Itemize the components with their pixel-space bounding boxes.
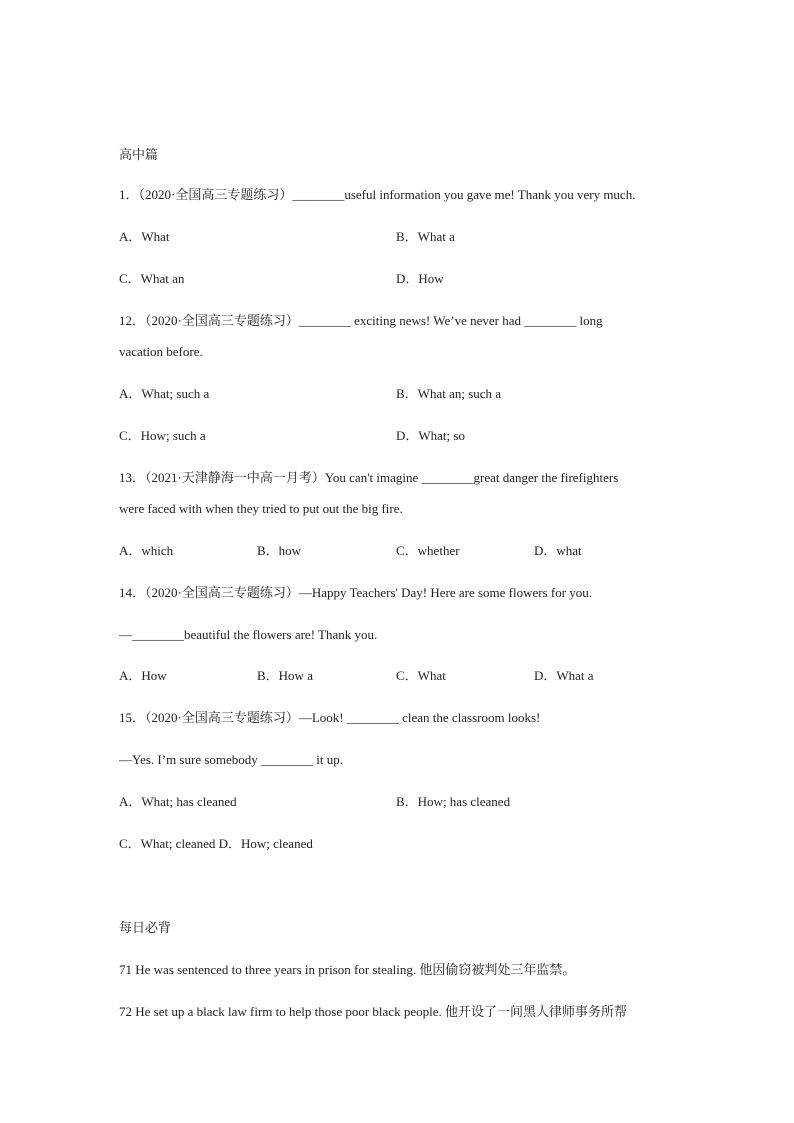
question-1-option-d: D．How bbox=[396, 271, 444, 286]
question-14-stem-line2: —________beautiful the flowers are! Thank you. bbox=[119, 627, 378, 642]
question-14-stem-line1: 14．（2020·全国高三专题练习）—Happy Teachers' Day! Here are some flowers for you. bbox=[119, 585, 593, 600]
question-1-option-c: C．What an bbox=[119, 271, 185, 286]
question-13-option-b: B．how bbox=[257, 543, 302, 558]
question-1-option-a: A．What bbox=[119, 229, 170, 244]
question-13-option-d: D．what bbox=[534, 543, 582, 558]
question-14-option-b: B．How a bbox=[257, 668, 313, 683]
question-14-option-c: C．What bbox=[396, 668, 446, 683]
question-15-stem-line2: —Yes. I’m sure somebody ________ it up. bbox=[119, 752, 344, 767]
question-13-option-c: C．whether bbox=[396, 543, 460, 558]
question-12-option-a: A．What; such a bbox=[119, 386, 210, 401]
question-15-stem-line1: 15．（2020·全国高三专题练习）—Look! ________ clean the classroom looks! bbox=[119, 710, 541, 725]
daily-item-72: 72 He set up a black law firm to help those poor black people. 他开设了一间黑人律师事务所帮 bbox=[119, 1004, 627, 1019]
question-13-stem-line2: were faced with when they tried to put out the big fire. bbox=[119, 501, 403, 516]
question-12-stem-line2: vacation before. bbox=[119, 344, 203, 359]
question-14-option-d: D．What a bbox=[534, 668, 594, 683]
question-13-stem-line1: 13．（2021·天津静海一中高一月考）You can't imagine ________great danger the firefighters bbox=[119, 470, 619, 485]
question-14-option-a: A．How bbox=[119, 668, 167, 683]
question-15-option-cd: C．What; cleaned D．How; cleaned bbox=[119, 836, 313, 851]
question-1-option-b: B．What a bbox=[396, 229, 455, 244]
question-12-stem-line1: 12．（2020·全国高三专题练习）________ exciting news! We’ve never had ________ long bbox=[119, 313, 603, 328]
question-15-option-a: A．What; has cleaned bbox=[119, 794, 237, 809]
daily-title: 每日必背 bbox=[119, 920, 172, 935]
question-12-option-b: B．What an; such a bbox=[396, 386, 502, 401]
question-13-option-a: A．which bbox=[119, 543, 174, 558]
daily-item-71: 71 He was sentenced to three years in prison for stealing. 他因偷窃被判处三年监禁。 bbox=[119, 962, 576, 977]
question-15-option-b: B．How; has cleaned bbox=[396, 794, 511, 809]
question-1-text: ________useful information you gave me! Thank you very much. bbox=[292, 187, 636, 202]
question-1-source: 1．（2020·全国高三专题练习） bbox=[119, 187, 293, 202]
section-title: 高中篇 bbox=[119, 147, 159, 162]
question-12-option-c: C．How; such a bbox=[119, 428, 206, 443]
question-12-option-d: D．What; so bbox=[396, 428, 465, 443]
question-1-stem bbox=[119, 186, 694, 204]
